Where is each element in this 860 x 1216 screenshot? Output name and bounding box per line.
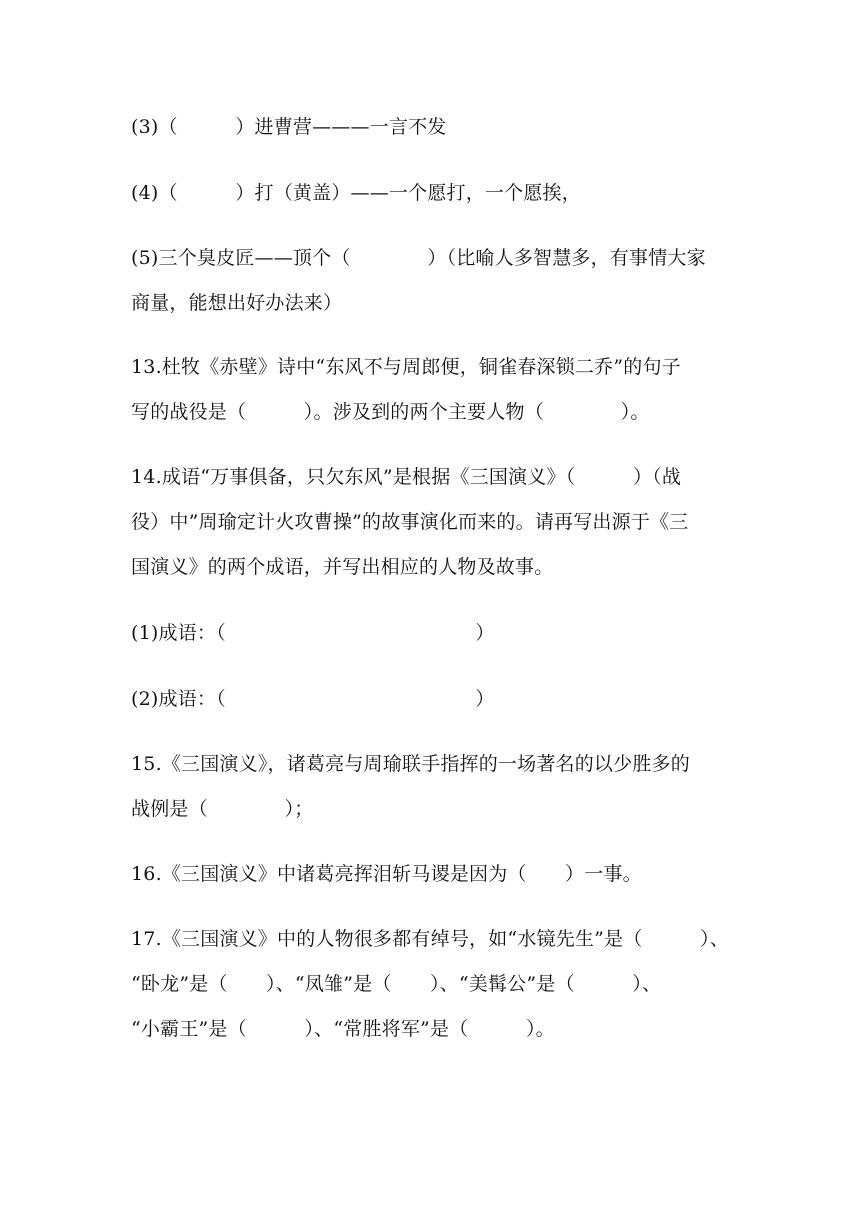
question-14-line-1: 14.成语“万事俱备，只欠东风”是根据《三国演义》（ ）（战 [131, 466, 682, 488]
question-15-line-1: 15.《三国演义》，诸葛亮与周瑜联手指挥的一场著名的以少胜多的 [131, 753, 690, 775]
question-15-line-2: 战例是（ ）； [131, 798, 314, 820]
question-12-item-3: (3)（ ）进曹营———一言不发 [131, 116, 447, 138]
question-12-item-5-line-1: (5)三个臭皮匠——顶个（ ）（比喻人多智慧多，有事情大家 [131, 247, 706, 269]
question-17-line-1: 17.《三国演义》中的人物很多都有绰号，如“水镜先生”是（ ）、 [131, 928, 729, 950]
question-14-line-2: 役）中”周瑜定计火攻曹操”的故事演化而来的。请再写出源于《三 [131, 511, 689, 533]
question-12-item-5-line-2: 商量，能想出好办法来） [131, 292, 343, 314]
question-13-line-1: 13.杜牧《赤壁》诗中“东风不与周郎便，铜雀春深锁二乔”的句子 [131, 356, 681, 378]
question-12-item-4: (4)（ ）打（黄盖）——一个愿打，一个愿挨， [131, 182, 581, 204]
question-14-answer-2: (2)成语：（ ） [131, 688, 495, 710]
question-14-line-3: 国演义》的两个成语，并写出相应的人物及故事。 [131, 556, 554, 578]
question-13-line-2: 写的战役是（ ）。涉及到的两个主要人物（ ）。 [131, 401, 650, 423]
question-16: 16.《三国演义》中诸葛亮挥泪斩马谡是因为（ ）一事。 [131, 863, 642, 885]
question-17-line-3: “小霸王”是（ ）、“常胜将军”是（ ）。 [131, 1018, 555, 1040]
question-14-answer-1: (1)成语：（ ） [131, 622, 495, 644]
question-17-line-2: “卧龙”是（ ）、“凤雏”是（ ）、“美髯公”是（ ）、 [131, 973, 662, 995]
